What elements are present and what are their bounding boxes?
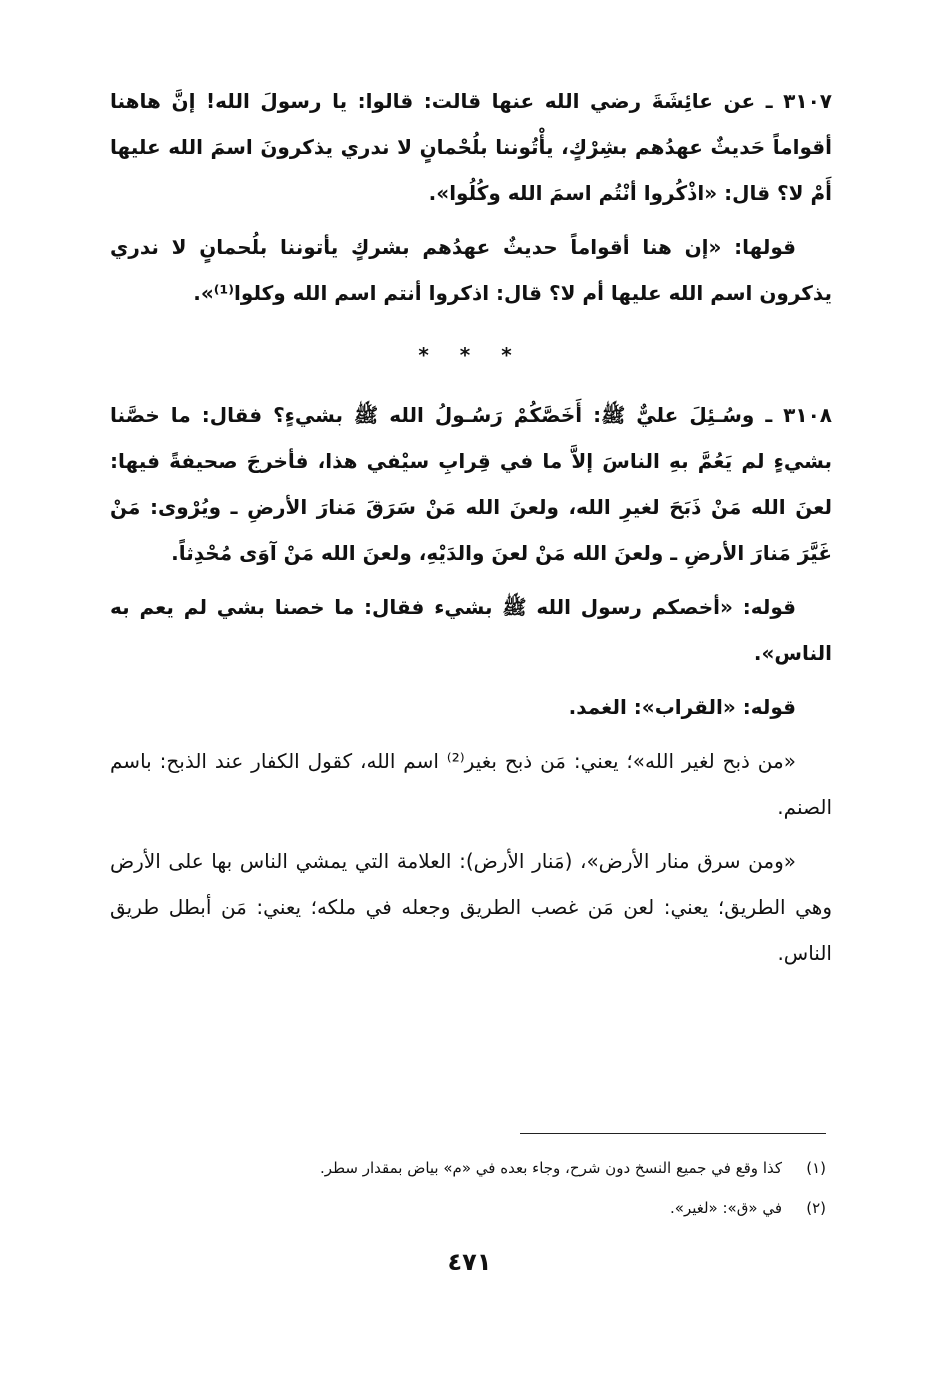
commentary-3108-4: «ومن سرق منار الأرض»، (مَنار الأرض): العلامة التي يمشي الناس بها على الأرض وهي الطريق؛ يعني: لعن مَن غصب الطريق وجعله في ملكه؛ يعني: مَن أبطل طريق الناس. bbox=[110, 849, 832, 965]
footnote-number: (١) bbox=[806, 1159, 826, 1177]
footnotes bbox=[150, 1148, 826, 1228]
footnote-text: في «ق»: «لغير». bbox=[670, 1199, 782, 1217]
footnote-text: كذا وقع في جميع النسخ دون شرح، وجاء بعده في «م» بياض بمقدار سطر. bbox=[320, 1159, 782, 1177]
footnote-1 bbox=[150, 1148, 826, 1188]
commentary-3107: قولها: «إن هنا أقواماً حديثٌ عهدُهم بشركٍ يأتوننا بلُحمانٍ لا ندري يذكرون اسم الله عليها أم لا؟ قال: اذكروا أنتم اسم الله وكلوا⁽¹⁾». bbox=[110, 235, 832, 305]
page-number: ٤٧١ bbox=[447, 1248, 492, 1276]
footnote-divider bbox=[520, 1133, 826, 1134]
commentary-3108-3: «من ذبح لغير الله»؛ يعني: مَن ذبح بغير⁽²⁾ اسم الله، كقول الكفار عند الذبح: باسم الصنم. bbox=[110, 749, 832, 819]
commentary-3108-1: قوله: «أخصكم رسول الله ﷺ بشيء فقال: ما خصنا بشي لم يعم به الناس». bbox=[110, 595, 832, 665]
section-separator: * * * bbox=[418, 343, 524, 367]
footnote-number: (٢) bbox=[806, 1199, 826, 1217]
footnote-2 bbox=[150, 1188, 826, 1228]
page-body bbox=[110, 78, 832, 984]
commentary-3108-2: قوله: «القراب»: الغمد. bbox=[568, 695, 796, 719]
hadith-3108: ٣١٠٨ ـ وسُـئِلَ عليٌّ ﷺ: أَخَصَّكُمْ رَسُـولُ الله ﷺ بشيءٍ؟ فقال: ما خصَّنا بشيءٍ لم يَعُمَّ بهِ الناسَ إلاَّ ما في قِرابِ سيْفي هذا، فأخرجَ صحيفةً فيها: لعنَ الله مَنْ ذَبَحَ لغيرِ الله، ولعنَ الله مَنْ سَرَقَ مَنارَ الأرضِ ـ ويُرْوى: مَنْ غَيَّرَ مَنارَ الأرضِ ـ ولعنَ الله مَنْ لعنَ والدَيْهِ، ولعنَ الله مَنْ آوَى مُحْدِثاً. bbox=[110, 403, 832, 565]
hadith-3107: ٣١٠٧ ـ عن عائِشَةَ رضي الله عنها قالت: قالوا: يا رسولَ الله! إنَّ هاهنا أقواماً حَديثٌ عهدُهم بشِرْكٍ، يأْتُوننا بلُحْمانٍ لا ندري يذكرونَ اسمَ الله عليها أَمْ لا؟ قال: «اذْكُروا أنْتُم اسمَ الله وكُلُوا». bbox=[110, 89, 832, 205]
